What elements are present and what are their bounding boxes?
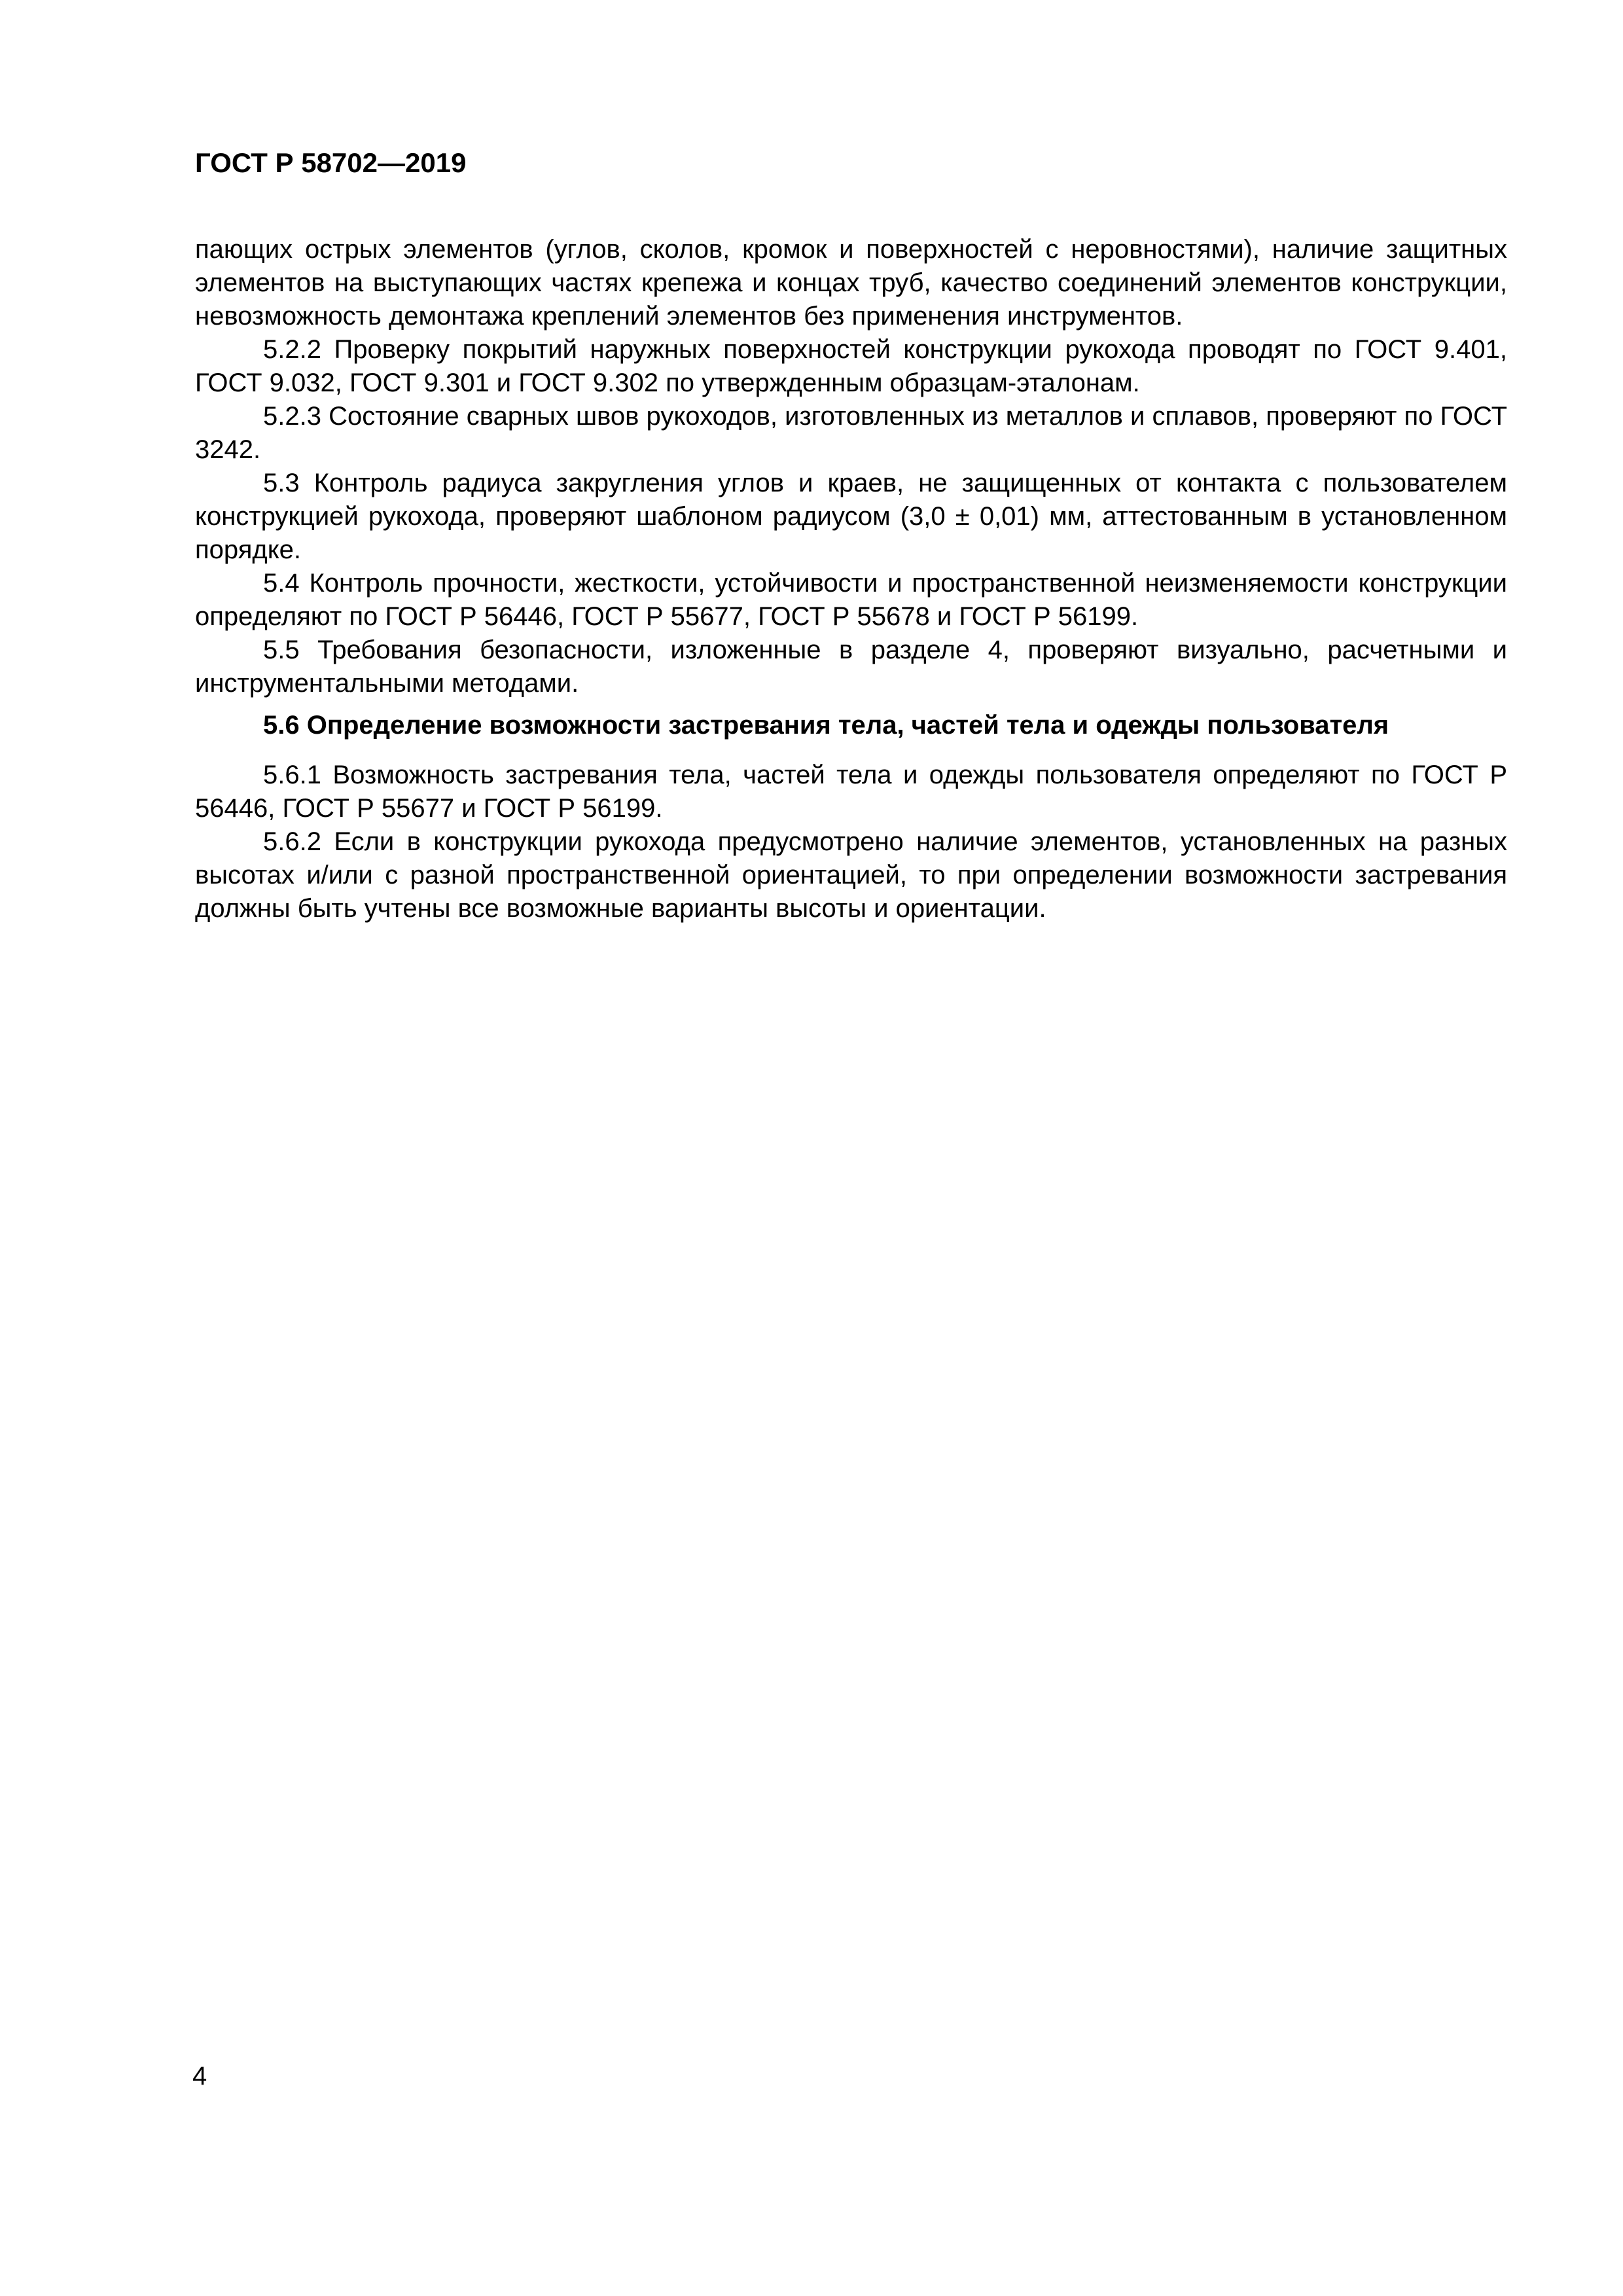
body-text-block — [195, 233, 1507, 925]
paragraph-5-4: 5.4 Контроль прочности, жесткости, устойчивости и пространственной неизменяемости конструкции определяют по ГОСТ Р 56446, ГОСТ Р 55677, ГОСТ Р 55678 и ГОСТ Р 56199. — [195, 569, 1507, 631]
paragraph-5-2-3: 5.2.3 Состояние сварных швов рукоходов, изготовленных из металлов и сплавов, проверяют по ГОСТ 3242. — [195, 402, 1507, 464]
paragraph-continuation: пающих острых элементов (углов, сколов, кромок и поверхностей с неровностями), наличие защитных элементов на выступающих частях крепежа и концах труб, качество соединений элементов конструкции, невозможность демонтажа креплений элементов без применения инструментов. — [195, 235, 1507, 331]
section-heading-5-6: 5.6 Определение возможности застревания тела, частей тела и одежды пользователя — [263, 711, 1389, 740]
paragraph-5-6-2: 5.6.2 Если в конструкции рукохода предусмотрено наличие элементов, установленных на разных высотах и/или с разной пространственной ориентацией, то при определении возможности застревания должны быть учтены все возможные варианты высоты и ориентации. — [195, 827, 1507, 923]
paragraph-5-5: 5.5 Требования безопасности, изложенные в разделе 4, проверяют визуально, расчетными и инструментальными методами. — [195, 636, 1507, 698]
paragraph-5-3: 5.3 Контроль радиуса закругления углов и краев, не защищенных от контакта с пользователем конструкцией рукохода, проверяют шаблоном радиусом (3,0 ± 0,01) мм, аттестованным в установленном порядке. — [195, 469, 1507, 564]
page-number: 4 — [192, 2062, 207, 2090]
paragraph-5-2-2: 5.2.2 Проверку покрытий наружных поверхностей конструкции рукохода проводят по ГОСТ 9.401, ГОСТ 9.032, ГОСТ 9.301 и ГОСТ 9.302 по утвержденным образцам-эталонам. — [195, 335, 1507, 397]
paragraph-5-6-1: 5.6.1 Возможность застревания тела, частей тела и одежды пользователя определяют по ГОСТ Р 56446, ГОСТ Р 55677 и ГОСТ Р 56199. — [195, 761, 1507, 823]
running-head: ГОСТ Р 58702—2019 — [195, 147, 467, 178]
